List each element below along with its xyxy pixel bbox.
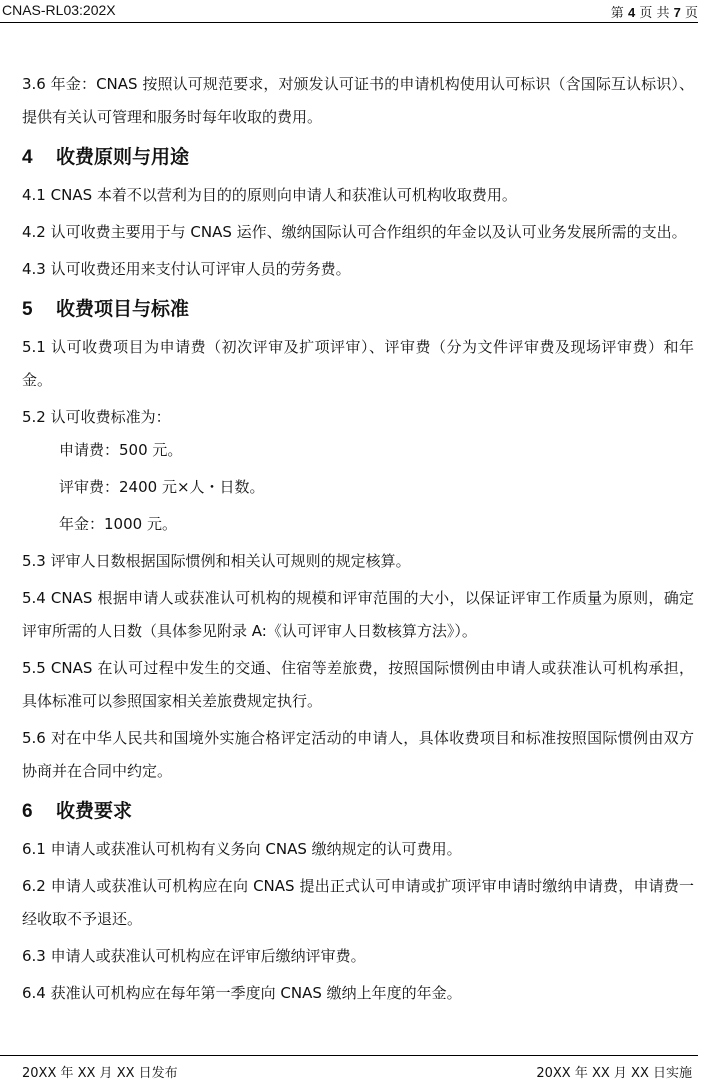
clause-3-6: 3.6 年金：CNAS 按照认可规范要求，对颁发认可证书的申请机构使用认可标识（含国际互认标识）、提供有关认可管理和服务时每年收取的费用。: [22, 75, 694, 126]
clause-5-3: 5.3 评审人日数根据国际惯例和相关认可规则的规定核算。: [22, 552, 411, 570]
clause-5-5: 5.5 CNAS 在认可过程中发生的交通、住宿等差旅费，按照国际惯例由申请人或获准认可机构承担，具体标准可以参照国家相关差旅费规定执行。: [22, 659, 694, 710]
clause-4-3: 4.3 认可收费还用来支付认可评审人员的劳务费。: [22, 260, 351, 278]
clause-6-4: 6.4 获准认可机构应在每年第一季度向 CNAS 缴纳上年度的年金。: [22, 984, 462, 1002]
page-current: 4: [627, 5, 636, 20]
section-number: 5: [22, 299, 33, 320]
fee-application: 申请费：500 元。: [59, 441, 183, 459]
effective-date: 20XX 年 XX 月 XX 日实施: [536, 1066, 692, 1081]
clause-4-2: 4.2 认可收费主要用于与 CNAS 运作、缴纳国际认可合作组织的年金以及认可业务发展所需的支出。: [22, 223, 687, 241]
section-number: 6: [22, 801, 33, 822]
document-body: [22, 68, 694, 1010]
clause-6-1: 6.1 申请人或获准认可机构有义务向 CNAS 缴纳规定的认可费用。: [22, 840, 462, 858]
issue-date: 20XX 年 XX 月 XX 日发布: [22, 1066, 178, 1081]
page-prefix: 第: [610, 6, 624, 21]
fee-annual: 年金：1000 元。: [59, 515, 177, 533]
fee-assessment: 评审费：2400 元×人・日数。: [59, 478, 265, 496]
section-6-heading: [22, 796, 694, 827]
section-number: 4: [22, 147, 33, 168]
clause-5-1: 5.1 认可收费项目为申请费（初次评审及扩项评审）、评审费（分为文件评审费及现场评审费）和年金。: [22, 338, 694, 389]
clause-5-6: 5.6 对在中华人民共和国境外实施合格评定活动的申请人，具体收费项目和标准按照国际惯例由双方协商并在合同中约定。: [22, 729, 694, 780]
clause-4-1: 4.1 CNAS 本着不以营利为目的的原则向申请人和获准认可机构收取费用。: [22, 186, 517, 204]
clause-5-2: 5.2 认可收费标准为：: [22, 408, 171, 426]
section-4-heading: [22, 142, 694, 173]
page-suffix: 页: [684, 6, 698, 21]
page-header: [0, 0, 698, 23]
document-code: CNAS-RL03:202X: [2, 2, 116, 18]
page-mid: 页 共: [639, 6, 670, 21]
page-footer: [0, 1055, 698, 1081]
section-5-heading: [22, 294, 694, 325]
page-indicator: [611, 2, 698, 21]
section-title: 收费项目与标准: [56, 298, 190, 320]
section-title: 收费要求: [56, 800, 133, 822]
clause-5-4: 5.4 CNAS 根据申请人或获准认可机构的规模和评审范围的大小，以保证评审工作质量为原则，确定评审所需的人日数（具体参见附录 A:《认可评审人日数核算方法》）。: [22, 589, 694, 640]
clause-6-3: 6.3 申请人或获准认可机构应在评审后缴纳评审费。: [22, 947, 366, 965]
section-title: 收费原则与用途: [56, 146, 190, 168]
clause-6-2: 6.2 申请人或获准认可机构应在向 CNAS 提出正式认可申请或扩项评审申请时缴纳申请费，申请费一经收取不予退还。: [22, 877, 694, 928]
page-total: 7: [673, 5, 681, 20]
